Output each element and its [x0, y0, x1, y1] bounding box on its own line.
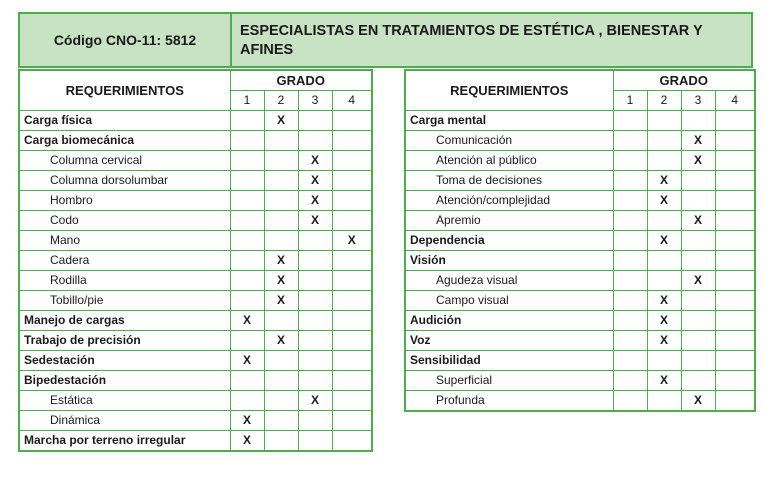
grade-3-cell — [298, 311, 332, 331]
occupation-code: Código CNO-11: 5812 — [20, 14, 232, 66]
grade-1-cell — [613, 391, 647, 412]
table-row — [19, 291, 372, 311]
requirement-label: Profunda — [405, 391, 613, 412]
occupation-header — [18, 12, 753, 68]
grade-3-cell — [298, 271, 332, 291]
grade-1-cell — [230, 111, 264, 131]
requirement-label: Hombro — [19, 191, 230, 211]
requirement-label: Columna cervical — [19, 151, 230, 171]
grade-1-cell — [230, 191, 264, 211]
grade-2-cell: X — [264, 271, 298, 291]
grade-4-cell — [715, 111, 755, 131]
requirements-table-right — [404, 69, 756, 412]
table-row — [405, 171, 755, 191]
grade-2-cell: X — [647, 291, 681, 311]
grade-4-cell — [332, 311, 372, 331]
grade-3-cell: X — [298, 191, 332, 211]
grade-2-cell — [264, 371, 298, 391]
grade-4-cell: X — [332, 231, 372, 251]
grade-3-cell: X — [681, 151, 715, 171]
grade-1-cell: X — [230, 351, 264, 371]
grade-2-cell — [647, 111, 681, 131]
table-row — [19, 351, 372, 371]
table-row — [19, 371, 372, 391]
grade-1-cell — [230, 151, 264, 171]
grade-4-cell — [332, 271, 372, 291]
grade-1-cell — [230, 171, 264, 191]
grade-2-cell — [647, 131, 681, 151]
grade-4-header: 4 — [332, 91, 372, 111]
grade-3-cell — [298, 251, 332, 271]
requirement-label: Marcha por terreno irregular — [19, 431, 230, 452]
grade-2-cell — [647, 151, 681, 171]
grade-1-cell — [613, 331, 647, 351]
grade-3-cell: X — [681, 271, 715, 291]
grade-4-cell — [715, 291, 755, 311]
table-row — [405, 331, 755, 351]
grade-1-cell: X — [230, 431, 264, 452]
requirement-label: Atención al público — [405, 151, 613, 171]
grade-3-header: 3 — [298, 91, 332, 111]
requirement-label: Audición — [405, 311, 613, 331]
grade-4-header: 4 — [715, 91, 755, 111]
grade-1-cell — [613, 191, 647, 211]
grade-1-cell — [230, 251, 264, 271]
grade-2-cell — [264, 211, 298, 231]
grade-4-cell — [332, 171, 372, 191]
grade-1-cell — [613, 371, 647, 391]
grade-3-cell — [298, 351, 332, 371]
grade-1-cell — [613, 311, 647, 331]
grade-2-cell — [264, 151, 298, 171]
grade-2-cell: X — [264, 331, 298, 351]
grade-3-cell — [298, 111, 332, 131]
table-row — [405, 271, 755, 291]
grade-1-cell — [613, 111, 647, 131]
requirements-table-left — [18, 69, 373, 452]
grade-3-cell — [681, 111, 715, 131]
grade-4-cell — [332, 211, 372, 231]
table-row — [19, 151, 372, 171]
table-row — [405, 291, 755, 311]
table-row — [405, 351, 755, 371]
grade-3-cell: X — [298, 391, 332, 411]
grade-3-cell — [681, 311, 715, 331]
grado-header: GRADO — [613, 70, 755, 91]
table-row — [405, 191, 755, 211]
grade-1-cell: X — [230, 311, 264, 331]
grade-1-cell — [613, 151, 647, 171]
table-row — [19, 251, 372, 271]
grade-3-cell: X — [681, 131, 715, 151]
table-row — [19, 231, 372, 251]
grade-3-cell: X — [298, 171, 332, 191]
table-row — [19, 131, 372, 151]
requirement-label: Agudeza visual — [405, 271, 613, 291]
grade-4-cell — [332, 191, 372, 211]
requirement-label: Atención/complejidad — [405, 191, 613, 211]
grade-2-cell: X — [264, 291, 298, 311]
grade-4-cell — [715, 171, 755, 191]
grade-3-cell — [298, 231, 332, 251]
grade-3-cell — [298, 331, 332, 351]
requirement-label: Bipedestación — [19, 371, 230, 391]
requirement-label: Superficial — [405, 371, 613, 391]
requirement-label: Sensibilidad — [405, 351, 613, 371]
grade-3-cell — [298, 411, 332, 431]
requirement-label: Dependencia — [405, 231, 613, 251]
grade-1-cell — [230, 331, 264, 351]
table-row — [19, 391, 372, 411]
grade-3-cell — [681, 171, 715, 191]
table-row — [19, 171, 372, 191]
grade-1-cell — [230, 231, 264, 251]
grade-4-cell — [715, 131, 755, 151]
grade-4-cell — [715, 331, 755, 351]
grade-2-cell — [647, 251, 681, 271]
requirement-label: Campo visual — [405, 291, 613, 311]
grade-2-cell: X — [647, 371, 681, 391]
grade-3-cell — [681, 371, 715, 391]
grade-1-cell — [613, 211, 647, 231]
grade-1-header: 1 — [230, 91, 264, 111]
grade-2-cell — [264, 431, 298, 452]
grade-4-cell — [715, 211, 755, 231]
grade-4-cell — [715, 151, 755, 171]
requirement-label: Rodilla — [19, 271, 230, 291]
grade-1-cell — [230, 291, 264, 311]
grade-4-cell — [715, 311, 755, 331]
grade-2-cell — [264, 391, 298, 411]
grade-4-cell — [715, 351, 755, 371]
table-row — [19, 311, 372, 331]
grade-2-cell — [264, 191, 298, 211]
grade-2-header: 2 — [647, 91, 681, 111]
table-row — [405, 231, 755, 251]
grade-4-cell — [715, 251, 755, 271]
table-row — [19, 111, 372, 131]
grade-2-header: 2 — [264, 91, 298, 111]
grade-2-cell — [264, 351, 298, 371]
grade-2-cell — [647, 271, 681, 291]
requirement-label: Carga biomecánica — [19, 131, 230, 151]
grade-2-cell — [647, 391, 681, 412]
grade-1-cell: X — [230, 411, 264, 431]
grade-4-cell — [332, 431, 372, 452]
grade-4-cell — [332, 111, 372, 131]
grade-1-cell — [230, 391, 264, 411]
requerimientos-header: REQUERIMIENTOS — [19, 70, 230, 111]
grade-2-cell — [264, 231, 298, 251]
requirement-label: Tobillo/pie — [19, 291, 230, 311]
requirement-label: Comunicación — [405, 131, 613, 151]
table-row — [405, 371, 755, 391]
grade-1-cell — [613, 171, 647, 191]
table-row — [19, 211, 372, 231]
grade-1-cell — [613, 351, 647, 371]
grade-2-cell: X — [264, 111, 298, 131]
requirement-label: Cadera — [19, 251, 230, 271]
grade-4-cell — [332, 251, 372, 271]
table-row — [405, 211, 755, 231]
grade-3-cell: X — [298, 211, 332, 231]
grade-1-cell — [230, 211, 264, 231]
grade-2-cell: X — [647, 171, 681, 191]
grade-3-cell — [298, 431, 332, 452]
grade-2-cell: X — [264, 251, 298, 271]
grade-1-cell — [230, 371, 264, 391]
grado-header: GRADO — [230, 70, 372, 91]
table-row — [19, 271, 372, 291]
grade-2-cell: X — [647, 191, 681, 211]
grade-3-cell — [681, 331, 715, 351]
grade-2-cell: X — [647, 231, 681, 251]
requirement-label: Manejo de cargas — [19, 311, 230, 331]
grade-3-header: 3 — [681, 91, 715, 111]
grade-2-cell — [264, 131, 298, 151]
grade-4-cell — [715, 371, 755, 391]
grade-4-cell — [715, 191, 755, 211]
requirement-label: Visión — [405, 251, 613, 271]
grade-4-cell — [715, 231, 755, 251]
requirement-label: Carga física — [19, 111, 230, 131]
grade-4-cell — [332, 151, 372, 171]
requirement-label: Estática — [19, 391, 230, 411]
grade-2-cell — [647, 351, 681, 371]
requirement-label: Dinámica — [19, 411, 230, 431]
grade-1-cell — [613, 131, 647, 151]
grade-1-cell — [613, 291, 647, 311]
grade-1-cell — [613, 231, 647, 251]
grade-4-cell — [332, 391, 372, 411]
requirement-label: Voz — [405, 331, 613, 351]
grade-4-cell — [715, 391, 755, 412]
grade-2-cell — [264, 171, 298, 191]
grade-3-cell — [681, 351, 715, 371]
grade-2-cell: X — [647, 331, 681, 351]
grade-3-cell — [681, 231, 715, 251]
grade-4-cell — [332, 291, 372, 311]
grade-4-cell — [332, 351, 372, 371]
requirement-label: Codo — [19, 211, 230, 231]
grade-4-cell — [332, 131, 372, 151]
requirement-label: Mano — [19, 231, 230, 251]
table-row — [405, 131, 755, 151]
grade-1-cell — [230, 271, 264, 291]
grade-4-cell — [332, 331, 372, 351]
grade-4-cell — [332, 411, 372, 431]
table-row — [405, 111, 755, 131]
table-row — [405, 311, 755, 331]
grade-3-cell — [681, 251, 715, 271]
grade-3-cell: X — [681, 211, 715, 231]
grade-3-cell — [298, 291, 332, 311]
grade-3-cell — [681, 291, 715, 311]
grade-4-cell — [715, 271, 755, 291]
requirement-label: Toma de decisiones — [405, 171, 613, 191]
grade-2-cell — [264, 311, 298, 331]
requirement-label: Trabajo de precisión — [19, 331, 230, 351]
requirement-label: Carga mental — [405, 111, 613, 131]
grade-1-cell — [230, 131, 264, 151]
table-row — [19, 191, 372, 211]
table-row — [19, 411, 372, 431]
grade-1-cell — [613, 251, 647, 271]
grade-4-cell — [332, 371, 372, 391]
grade-3-cell — [298, 131, 332, 151]
table-row — [19, 331, 372, 351]
grade-2-cell — [264, 411, 298, 431]
grade-2-cell: X — [647, 311, 681, 331]
requerimientos-header: REQUERIMIENTOS — [405, 70, 613, 111]
table-row — [405, 251, 755, 271]
requirement-label: Sedestación — [19, 351, 230, 371]
requirement-label: Columna dorsolumbar — [19, 171, 230, 191]
table-row — [405, 391, 755, 412]
grade-2-cell — [647, 211, 681, 231]
grade-1-cell — [613, 271, 647, 291]
occupation-title: ESPECIALISTAS EN TRATAMIENTOS DE ESTÉTICA , BIENESTAR Y AFINES — [232, 14, 751, 66]
requirement-label: Apremio — [405, 211, 613, 231]
grade-3-cell — [298, 371, 332, 391]
grade-3-cell: X — [681, 391, 715, 412]
table-row — [19, 431, 372, 452]
table-row — [405, 151, 755, 171]
grade-3-cell — [681, 191, 715, 211]
grade-1-header: 1 — [613, 91, 647, 111]
grade-3-cell: X — [298, 151, 332, 171]
